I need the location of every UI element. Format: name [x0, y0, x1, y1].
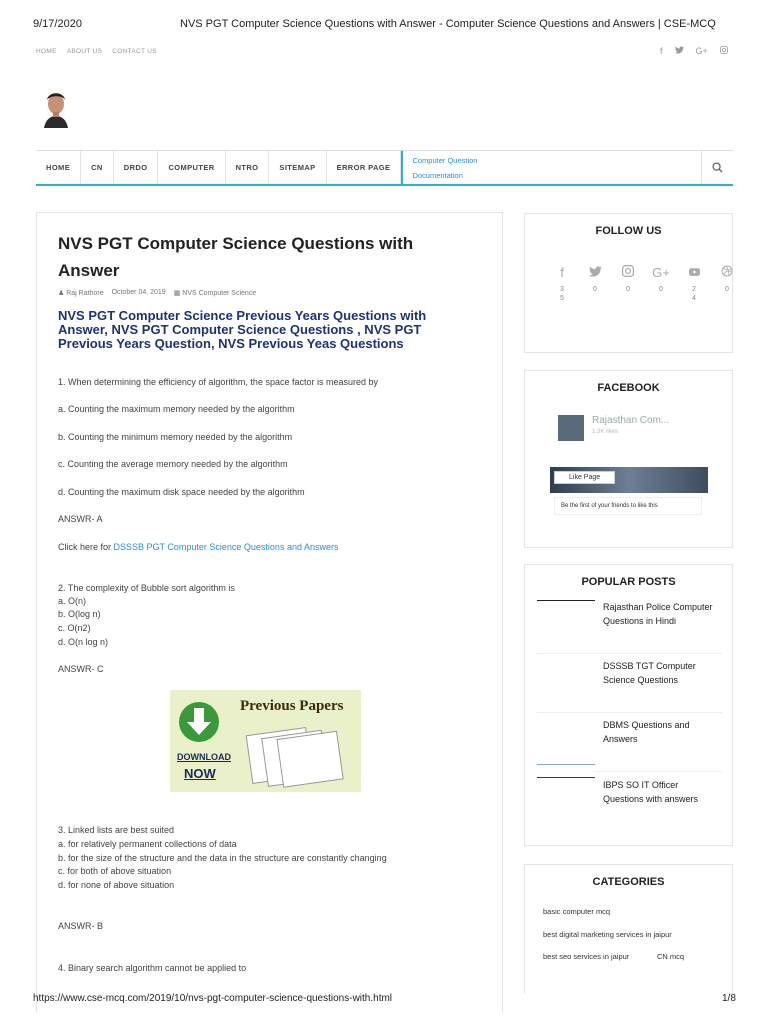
q2-option-a: a. O(n) [58, 596, 87, 606]
toplink-contact[interactable]: CONTACT US [112, 48, 157, 55]
search-icon [712, 162, 723, 173]
top-social-icons [660, 46, 728, 56]
nav-item-computer[interactable]: COMPUTER [158, 151, 225, 184]
previous-papers-banner[interactable] [170, 690, 361, 792]
nav-submenu [401, 151, 486, 184]
top-links [36, 48, 157, 55]
popular-post-thumb-3[interactable] [537, 764, 595, 765]
banner-now: NOW [184, 766, 216, 781]
category-basic-computer-mcq[interactable]: basic computer mcq [543, 907, 611, 916]
post-date: October 04, 2019 [111, 289, 166, 296]
post-category-label: NVS Computer Science [182, 290, 257, 297]
click-here-prefix: Click here for [58, 542, 114, 552]
q1-option-a: a. Counting the maximum memory needed by the algorithm [58, 404, 295, 414]
popular-post-thumb-1[interactable] [537, 600, 595, 601]
facebook-widget [524, 370, 733, 548]
nav-item-cn[interactable]: CN [81, 151, 114, 184]
submenu-documentation[interactable]: Documentation [412, 170, 463, 180]
instagram-icon[interactable] [720, 46, 728, 56]
q3-option-d: d. for none of above situation [58, 880, 175, 890]
answer-3: ANSWR- B [58, 921, 103, 931]
post-title: NVS PGT Computer Science Questions with Answer [58, 234, 414, 280]
follow-twitter[interactable] [586, 265, 604, 303]
dribbble-count: 0 [725, 286, 729, 293]
print-date: 9/17/2020 [33, 18, 82, 30]
fb-page-thumb [556, 413, 586, 443]
nav-item-sitemap[interactable]: SITEMAP [269, 151, 326, 184]
follow-instagram[interactable] [619, 265, 637, 303]
q2-option-c: c. O(n2) [58, 623, 91, 633]
google-plus-count: 0 [659, 286, 663, 293]
facebook-icon[interactable]: f [660, 46, 663, 56]
question-4: 4. Binary search algorithm cannot be applied to [58, 963, 247, 973]
divider [595, 771, 722, 772]
post-lead-heading: NVS PGT Computer Science Previous Years Questions with Answer, NVS PGT Computer Science Questions , NVS PGT Previous Years Question, NVS Previous Yeas Questions [58, 308, 427, 351]
print-url: https://www.cse-mcq.com/2019/10/nvs-pgt-computer-science-questions-with.html [33, 993, 393, 1004]
twitter-icon [589, 265, 602, 281]
divider [537, 653, 722, 654]
popular-post-3[interactable]: DBMS Questions and Answers [603, 720, 690, 744]
google-plus-icon[interactable]: G+ [695, 46, 708, 56]
q1-option-c: c. Counting the average memory needed by the algorithm [58, 459, 288, 469]
facebook-page-plugin[interactable] [550, 409, 708, 519]
categories-title: CATEGORIES [592, 876, 665, 888]
search-button[interactable] [701, 151, 733, 184]
fb-page-name[interactable]: Rajasthan Com... [592, 415, 670, 426]
follow-facebook[interactable] [553, 265, 571, 303]
click-here-line [58, 542, 338, 552]
q2-option-b: b. O(log n) [58, 609, 101, 619]
category-cn-mcq[interactable]: CN mcq [657, 952, 685, 961]
follow-google-plus[interactable] [652, 265, 670, 303]
popular-post-2[interactable]: DSSSB TGT Computer Science Questions [603, 661, 696, 685]
q1-option-d: d. Counting the maximum disk space needed by the algorithm [58, 487, 305, 497]
answer-2: ANSWR- C [58, 664, 104, 674]
google-plus-icon: G+ [652, 265, 670, 280]
banner-title: Previous Papers [240, 698, 344, 714]
popular-posts-widget [524, 564, 733, 846]
fb-like-button[interactable]: Like Page [554, 471, 615, 484]
nav-item-error-page[interactable]: ERROR PAGE [327, 151, 402, 184]
author-name: Raj Rathore [66, 290, 104, 297]
facebook-title: FACEBOOK [597, 382, 660, 394]
q2-option-d: d. O(n log n) [58, 637, 109, 647]
q3-option-b: b. for the size of the structure and the data in the structure are constantly changing [58, 853, 387, 863]
facebook-icon: f [560, 265, 564, 280]
post-meta [58, 289, 256, 297]
twitter-icon[interactable] [675, 46, 684, 56]
popular-post-4[interactable]: IBPS SO IT Officer Questions with answers [603, 780, 699, 804]
question-3: 3. Linked lists are best suited [58, 825, 175, 835]
follow-dribbble[interactable] [718, 265, 736, 303]
instagram-count: 0 [626, 286, 630, 293]
dsssb-link[interactable]: DSSSB PGT Computer Science Questions and Answers [113, 542, 339, 552]
answer-1: ANSWR- A [58, 514, 103, 524]
author[interactable] [58, 289, 104, 297]
q3-option-c: c. for both of above situation [58, 866, 172, 876]
facebook-count: 35 [560, 286, 564, 302]
question-1: 1. When determining the efficiency of algorithm, the space factor is measured by [58, 377, 378, 387]
main-nav [36, 150, 733, 186]
q3-option-a: a. for relatively permanent collections of data [58, 839, 237, 849]
question-2: 2. The complexity of Bubble sort algorithm is [58, 583, 235, 593]
toplink-home[interactable]: HOME [36, 48, 57, 55]
fb-likes: 1.3K likes [592, 429, 619, 435]
post-category[interactable] [174, 289, 257, 297]
user-icon: ♟ [58, 290, 65, 297]
popular-posts-title: POPULAR POSTS [581, 576, 676, 588]
youtube-count: 24 [692, 286, 696, 302]
twitter-count: 0 [593, 286, 597, 293]
print-title: NVS PGT Computer Science Questions with Answer - Computer Science Questions and Answers | CSE-MCQ [180, 18, 716, 30]
banner-download: DOWNLOAD [177, 752, 231, 762]
q1-option-b: b. Counting the minimum memory needed by the algorithm [58, 432, 293, 442]
print-page-number: 1/8 [722, 993, 736, 1004]
fb-friends-text: Be the first of your friends to like this [554, 497, 702, 515]
dribbble-icon [721, 265, 733, 281]
instagram-icon [622, 265, 634, 281]
nav-item-drdo[interactable]: DRDO [114, 151, 159, 184]
youtube-icon [688, 265, 701, 281]
submenu-computer-question[interactable]: Computer Question [412, 155, 478, 165]
popular-post-1[interactable]: Rajasthan Police Computer Questions in Hindi [603, 602, 713, 626]
category-seo-services[interactable]: best seo services in jaipur [543, 952, 630, 961]
categories-widget [524, 864, 733, 994]
follow-us-title: FOLLOW US [595, 225, 662, 237]
divider [537, 712, 722, 713]
nav-item-home[interactable]: HOME [36, 151, 81, 184]
site-logo-avatar[interactable] [36, 86, 76, 128]
toplink-about[interactable]: ABOUT US [66, 48, 103, 55]
popular-post-thumb-4[interactable] [537, 777, 595, 778]
follow-us-widget [524, 213, 733, 353]
nav-item-ntro[interactable]: NTRO [226, 151, 270, 184]
follow-icons [553, 265, 736, 303]
folder-icon: ▦ [173, 290, 181, 297]
follow-youtube[interactable] [685, 265, 703, 303]
category-digital-marketing[interactable]: best digital marketing services in jaipur [543, 930, 672, 939]
